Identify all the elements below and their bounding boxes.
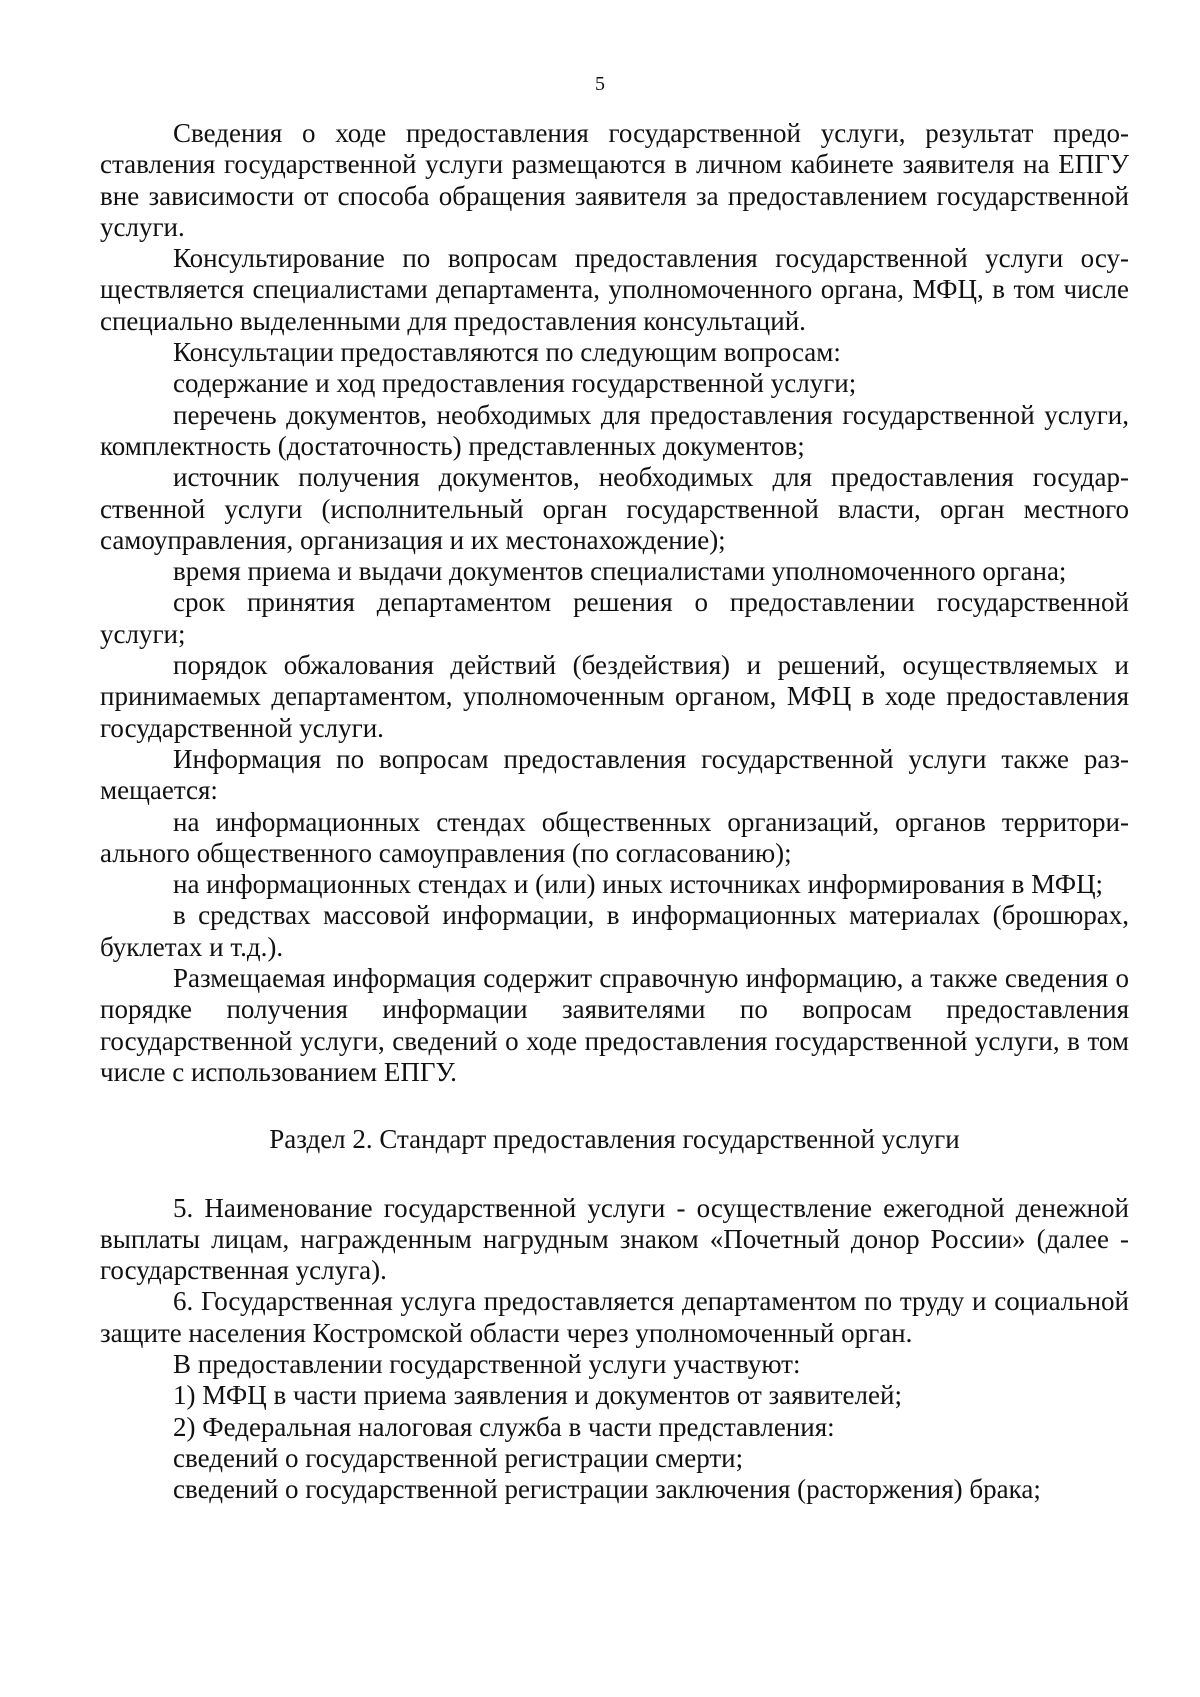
list-item-mfc-stands: на информационных стендах и (или) иных источниках информирования в МФЦ;: [173, 869, 1104, 900]
document-body: [100, 118, 1129, 1505]
section-heading: Раздел 2. Стандарт предоставления государственной услуги: [269, 1124, 960, 1155]
list-item-document-list: перечень документов, необходимых для предоставления государственной услуги, комплектность (достаточность) представленных документов;: [100, 399, 1129, 461]
list-item-decision-term: срок принятия департаментом решения о предоставлении государственной услуги;: [100, 587, 1129, 649]
paragraph-information-placement: Информация по вопросам предоставления государственной услуги также размещается:: [100, 743, 1129, 806]
page-number: 5: [595, 73, 605, 95]
paragraph-consultation-topics-intro: Консультации предоставляются по следующим вопросам:: [173, 337, 841, 368]
list-item-reception-time: время приема и выдачи документов специалистами уполномоченного органа;: [173, 556, 1067, 587]
paragraph-service-name: 5. Наименование государственной услуги - осуществление ежегодной денежной выплаты лицам, награжденным нагрудным знаком «Почетный донор России» (далее - государственная услуга).: [100, 1192, 1129, 1286]
list-item-appeal-procedure: порядок обжалования действий (бездействия) и решений, осуществляемых и принимаемых департаментом, уполномоченным органом, МФЦ в ходе предоставления государственной услуги.: [100, 650, 1129, 743]
paragraph-results-in-cabinet: Сведения о ходе предоставления государственной услуги, результат предоставления государственной услуги размещаются в личном кабинете заявителя на ЕПГУ вне зависимости от способа обращения заявителя за предоставлением государственной услуги.: [100, 118, 1129, 242]
list-item-content-and-progress: содержание и ход предоставления государственной услуги;: [173, 368, 857, 399]
paragraph-participants-intro: В предоставлении государственной услуги участвуют:: [173, 1348, 801, 1379]
list-item-tax-service: 2) Федеральная налоговая служба в части представления:: [173, 1411, 835, 1442]
list-item-death-registration: сведений о государственной регистрации смерти;: [173, 1442, 744, 1473]
list-item-mass-media: в средствах массовой информации, в информационных материалах (брошюрах, буклетах и т.д.).: [100, 900, 1129, 962]
list-item-document-source: источник получения документов, необходимых для предоставления государственной услуги (исполнительный орган государственной власти, орган местного самоуправления, организация и их местонахождение);: [100, 462, 1129, 555]
paragraph-consulting: Консультирование по вопросам предоставления государственной услуги осуществляется специалистами департамента, уполномоченного органа, МФЦ, в том числе специально выделенными для предоставления консультаций.: [100, 243, 1129, 336]
list-item-public-stands: на информационных стендах общественных организаций, органов территориального общественного самоуправления (по согласованию);: [100, 806, 1129, 868]
list-item-marriage-registration: сведений о государственной регистрации заключения (расторжения) брака;: [173, 1474, 1041, 1505]
paragraph-placed-information: Размещаемая информация содержит справочную информацию, а также сведения о порядке получения информации заявителями по вопросам предоставления государственной услуги, сведений о ходе предоставления государственной услуги, в том числе с использованием ЕПГУ.: [100, 963, 1129, 1087]
paragraph-service-provider: 6. Государственная услуга предоставляется департаментом по труду и социальной защите населения Костромской области через уполномоченный орган.: [100, 1286, 1129, 1348]
list-item-mfc-participation: 1) МФЦ в части приема заявления и документов от заявителей;: [173, 1380, 902, 1411]
